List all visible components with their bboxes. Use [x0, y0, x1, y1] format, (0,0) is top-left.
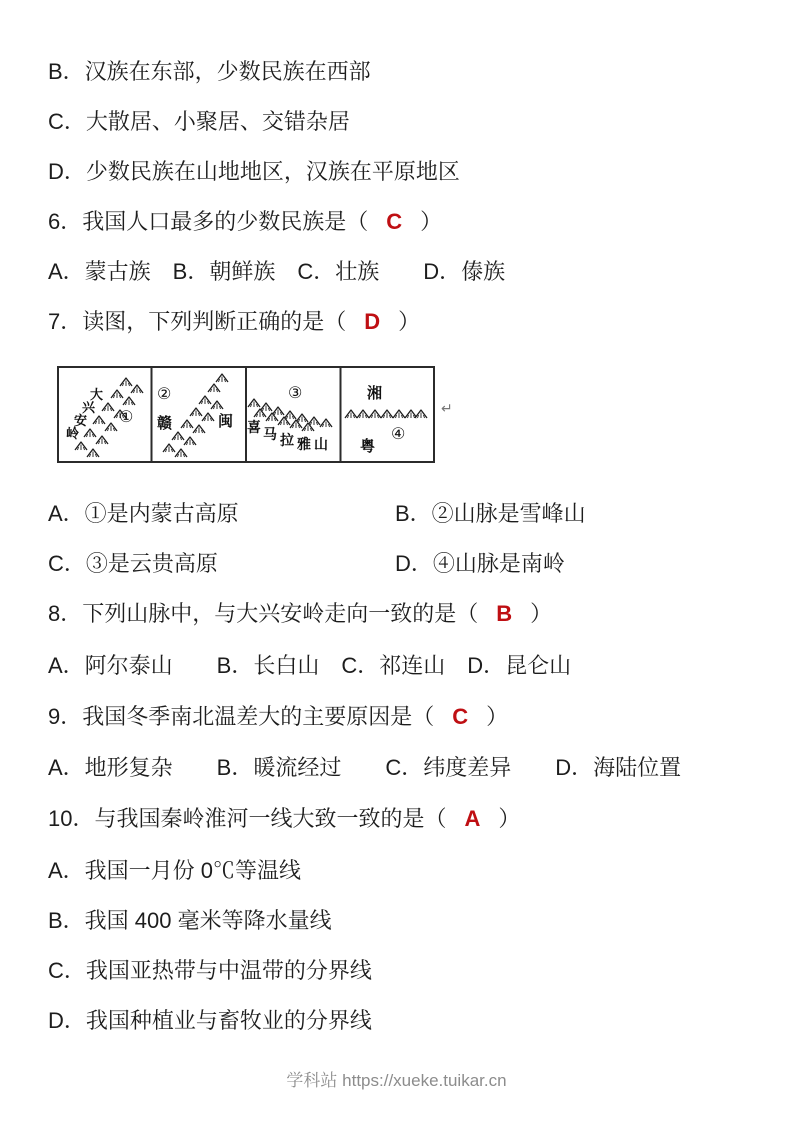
figure-panel-4 [345, 385, 427, 455]
question-text: ） [420, 209, 443, 234]
answer-letter: B [496, 601, 513, 626]
panel2-number: ② [157, 386, 172, 403]
mountain-figure [57, 366, 435, 463]
panel1-range-label: 大兴安岭 [66, 387, 104, 441]
panel4-top-province: 湘 [367, 385, 383, 402]
option-right: D．④山脉是南岭 [395, 551, 565, 576]
option-right: B．②山脉是雪峰山 [395, 501, 586, 526]
option-line: B．我国 400 毫米等降水量线 [48, 908, 332, 933]
option-line: A．我国一月份 0℃等温线 [48, 858, 302, 883]
option-line: C．大散居、小聚居、交错杂居 [48, 109, 350, 134]
question-7 [48, 306, 753, 338]
option-left: A．①是内蒙古高原 [48, 501, 239, 526]
mountain-figure-svg [57, 366, 435, 463]
options-q7-row2 [48, 548, 753, 580]
question-text: 9．我国冬季南北温差大的主要原因是（ [48, 704, 435, 729]
panel3-number: ③ [288, 385, 303, 402]
panel4-bottom-province: 粤 [360, 438, 376, 455]
question-text: 10．与我国秦岭淮河一线大致一致的是（ [48, 806, 447, 831]
question-text: ） [398, 309, 421, 334]
question-text: 6．我国人口最多的少数民族是（ [48, 209, 369, 234]
panel1-number: ① [119, 409, 134, 426]
answer-letter: D [364, 309, 381, 334]
option-line: B．汉族在东部，少数民族在西部 [48, 59, 371, 84]
options-q8: A．阿尔泰山 B．长白山 C．祁连山 D．昆仑山 [48, 653, 572, 678]
question-9 [48, 701, 753, 733]
question-10 [48, 803, 753, 835]
option-left: C．③是云贵高原 [48, 551, 218, 576]
answer-letter: C [452, 704, 469, 729]
panel2-left-province: 赣 [157, 415, 173, 432]
question-text: ） [530, 601, 553, 626]
option-line: D．少数民族在山地地区，汉族在平原地区 [48, 159, 460, 184]
figure-panel-1 [66, 378, 143, 457]
mountain-symbols [345, 410, 427, 418]
paragraph-return-mark: ↵ [441, 400, 453, 416]
site-footer: 学科站 https://xueke.tuikar.cn [286, 1071, 507, 1090]
answer-letter: A [464, 806, 481, 831]
panel4-number: ④ [391, 426, 406, 443]
figure-panel-3 [247, 385, 332, 452]
options-q9: A．地形复杂 B．暖流经过 C．纬度差异 D．海陆位置 [48, 755, 682, 780]
figure-panel-2 [157, 374, 233, 457]
question-text: 7．读图，下列判断正确的是（ [48, 309, 347, 334]
panel2-right-province: 闽 [218, 413, 234, 430]
answer-letter: C [386, 209, 403, 234]
question-text: 8．下列山脉中，与大兴安岭走向一致的是（ [48, 601, 479, 626]
options-q6: A．蒙古族 B．朝鲜族 C．壮族 D．傣族 [48, 259, 506, 284]
question-8 [48, 598, 753, 630]
option-line: D．我国种植业与畜牧业的分界线 [48, 1008, 372, 1033]
question-6 [48, 206, 753, 238]
option-line: C．我国亚热带与中温带的分界线 [48, 958, 372, 983]
question-text: ） [486, 704, 509, 729]
panel3-range-label: 喜马拉雅山 [247, 419, 328, 452]
options-q7-row1 [48, 498, 753, 530]
question-text: ） [498, 806, 521, 831]
